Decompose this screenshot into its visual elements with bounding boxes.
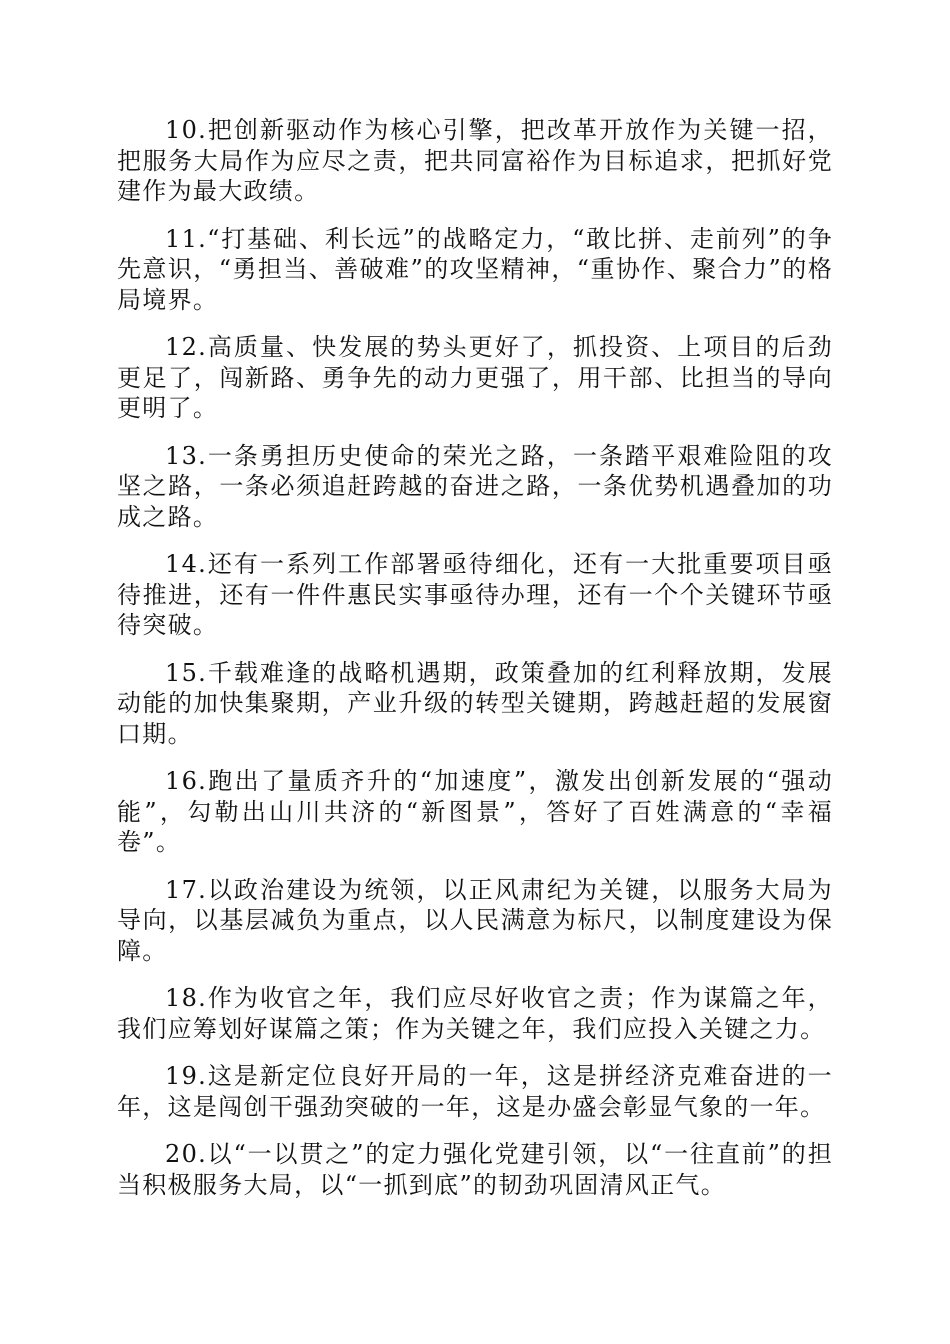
document-body [117,115,833,1200]
paragraph-19: 19.这是新定位良好开局的一年，这是拼经济克难奋进的一年，这是闯创干强劲突破的一年，这是办盛会彰显气象的一年。 [117,1062,833,1121]
paragraph-18: 18.作为收官之年，我们应尽好收官之责；作为谋篇之年，我们应筹划好谋篇之策；作为关键之年，我们应投入关键之力。 [117,984,833,1043]
paragraph-13: 13.一条勇担历史使命的荣光之路，一条踏平艰难险阻的攻坚之路，一条必须追赶跨越的奋进之路，一条优势机遇叠加的功成之路。 [117,441,833,531]
paragraph-11: 11.“打基础、利长远”的战略定力，“敢比拼、走前列”的争先意识，“勇担当、善破难”的攻坚精神，“重协作、聚合力”的格局境界。 [117,224,833,314]
paragraph-10: 10.把创新驱动作为核心引擎，把改革开放作为关键一招，把服务大局作为应尽之责，把共同富裕作为目标追求，把抓好党建作为最大政绩。 [117,116,833,205]
paragraph-16: 16.跑出了量质齐升的“加速度”，激发出创新发展的“强动能”，勾勒出山川共济的“新图景”，答好了百姓满意的“幸福卷”。 [117,767,833,856]
paragraph-20: 20.以“一以贯之”的定力强化党建引领，以“一往直前”的担当积极服务大局，以“一抓到底”的韧劲巩固清风正气。 [117,1140,833,1199]
paragraph-17: 17.以政治建设为统领，以正风肃纪为关键，以服务大局为导向，以基层减负为重点，以人民满意为标尺，以制度建设为保障。 [117,875,833,965]
paragraph-12: 12.高质量、快发展的势头更好了，抓投资、上项目的后劲更足了，闯新路、勇争先的动力更强了，用干部、比担当的导向更明了。 [117,333,833,422]
paragraph-15: 15.千载难逢的战略机遇期，政策叠加的红利释放期，发展动能的加快集聚期，产业升级的转型关键期，跨越赶超的发展窗口期。 [117,658,833,748]
paragraph-14: 14.还有一系列工作部署亟待细化，还有一大批重要项目亟待推进，还有一件件惠民实事亟待办理，还有一个个关键环节亟待突破。 [117,550,833,639]
